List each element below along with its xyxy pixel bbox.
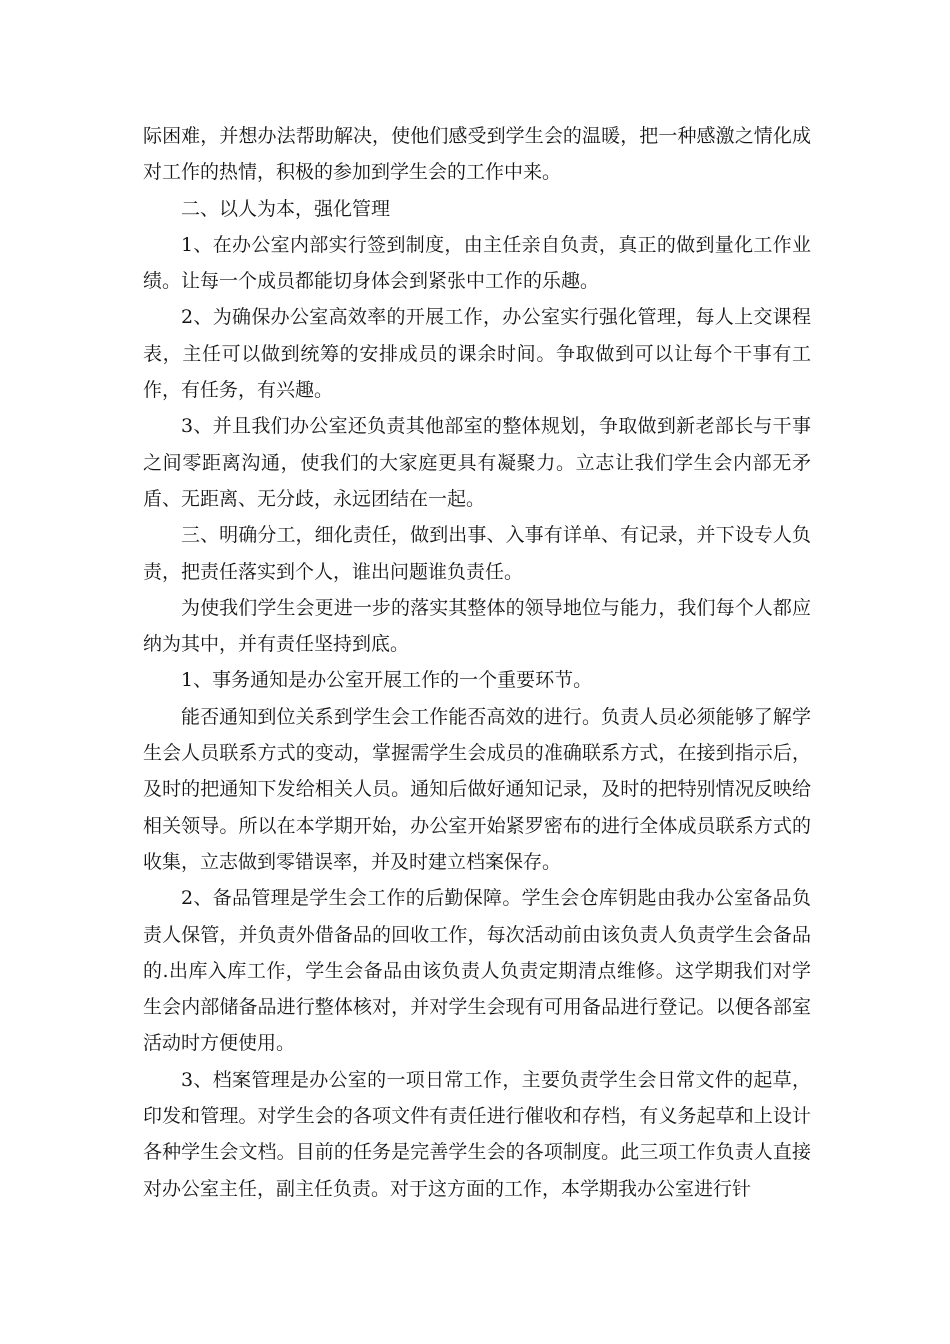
paragraph-sign-in-system: 1、在办公室内部实行签到制度，由主任亲自负责，真正的做到量化工作业绩。让每一个成员都能切身体会到紧张中工作的乐趣。 [143,233,811,293]
paragraph-supplies-management: 2、备品管理是学生会工作的后勤保障。学生会仓库钥匙由我办公室备品负责人保管，并负责外借备品的回收工作，每次活动前由该负责人负责学生会备品的.出库入库工作，学生会备品由该负责人负责定期清点维修。这学期我们对学生会内部储备品进行整体核对，并对学生会现有可用备品进行登记。以便各部室活动时方便使用。 [143,887,811,1055]
document-body [143,118,811,1207]
paragraph-archive-management: 3、档案管理是办公室的一项日常工作，主要负责学生会日常文件的起草，印发和管理。对学生会的各项文件有责任进行催收和存档，有义务起草和上设计各种学生会文档。目前的任务是完善学生会的各项制度。此三项工作负责人直接对办公室主任，副主任负责。对于这方面的工作，本学期我办公室进行针 [143,1068,811,1200]
section-heading-2: 二、以人为本，强化管理 [181,197,391,220]
paragraph-continuation: 际困难，并想办法帮助解决，使他们感受到学生会的温暖，把一种感激之情化成对工作的热情，积极的参加到学生会的工作中来。 [143,125,811,184]
paragraph-schedule-management: 2、为确保办公室高效率的开展工作，办公室实行强化管理，每人上交课程表，主任可以做到统筹的安排成员的课余时间。争取做到可以让每个干事有工作，有任务，有兴趣。 [143,306,811,402]
paragraph-department-planning: 3、并且我们办公室还负责其他部室的整体规划，争取做到新老部长与干事之间零距离沟通，使我们的大家庭更具有凝聚力。立志让我们学生会内部无矛盾、无距离、无分歧，永远团结在一起。 [143,415,811,510]
paragraph-leadership: 为使我们学生会更进一步的落实其整体的领导地位与能力，我们每个人都应纳为其中，并有责任坚持到底。 [143,596,811,656]
paragraph-notification-detail: 能否通知到位关系到学生会工作能否高效的进行。负责人员必须能够了解学生会人员联系方式的变动，掌握需学生会成员的准确联系方式，在接到指示后，及时的把通知下发给相关人员。通知后做好通知记录，及时的把特别情况反映给相关领导。所以在本学期开始，办公室开始紧罗密布的进行全体成员联系方式的收集，立志做到零错误率，并及时建立档案保存。 [143,705,811,873]
paragraph-notification-title: 1、事务通知是办公室开展工作的一个重要环节。 [181,669,593,692]
section-heading-3: 三、明确分工，细化责任，做到出事、入事有详单、有记录，并下设专人负责，把责任落实到个人，谁出问题谁负责任。 [143,524,811,583]
